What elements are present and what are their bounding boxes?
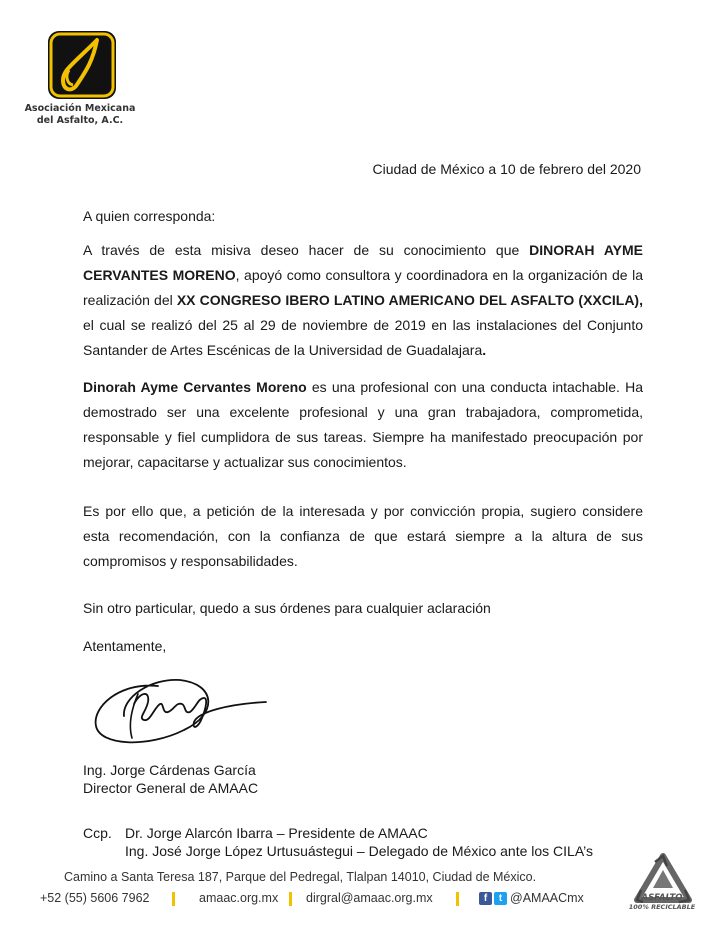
signer-block [83, 761, 258, 797]
facebook-icon[interactable]: f [479, 892, 492, 905]
amaac-logo [47, 30, 117, 100]
letter-date: Ciudad de México a 10 de febrero del 2020 [372, 161, 641, 177]
p2-text: es una profesional con una conducta intachable. Ha demostrado ser una excelente profesional y una gran trabajadora, comprometida, responsable y fiel cumplidora de sus tareas. Siempre ha manifestado preocupación por mejorar, capacitarse y actualizar sus conocimientos. [83, 379, 643, 470]
recycle-badge-text [624, 894, 700, 912]
social-handle[interactable]: @AMAACmx [510, 891, 584, 905]
footer-separator [172, 892, 175, 906]
paragraph-intro [83, 238, 643, 363]
footer-address: Camino a Santa Teresa 187, Parque del Pedregal, Tlalpan 14010, Ciudad de México. [64, 870, 537, 884]
ccp-recipient: Ing. José Jorge López Urtusuástegui – Delegado de México ante los CILA’s [125, 843, 593, 859]
twitter-icon[interactable]: t [494, 892, 507, 905]
badge-line2: 100% RECICLABLE [628, 903, 696, 911]
footer-separator [456, 892, 459, 906]
org-name-line1: Asociación Mexicana [24, 103, 136, 114]
signer-title: Director General de AMAAC [83, 780, 259, 796]
footer-website[interactable]: amaac.org.mx [199, 891, 279, 905]
p1-event-name: XX CONGRESO IBERO LATINO AMERICANO DEL ASFALTO (XXCILA), [176, 292, 643, 308]
badge-line1: ASFALTO [641, 893, 683, 903]
footer-phone[interactable]: +52 (55) 5606 7962 [40, 891, 150, 905]
ccp-recipients [125, 824, 593, 860]
org-name-line2: del Asfalto, A.C. [36, 115, 124, 126]
footer-email[interactable]: dirgral@amaac.org.mx [306, 891, 433, 905]
ccp-recipient: Dr. Jorge Alarcón Ibarra – Presidente de AMAAC [125, 825, 428, 841]
organization-name [24, 103, 136, 127]
salutation: A quien corresponda: [83, 208, 216, 224]
p1-text-1: A través de esta misiva deseo hacer de su conocimiento que [83, 242, 530, 258]
ccp-label: Ccp. [83, 825, 112, 841]
footer-separator [289, 892, 292, 906]
p1-candidate-name: DINORAH AYME CERVANTES MORENO [83, 242, 643, 283]
footer-social[interactable] [479, 891, 584, 905]
closing: Atentamente, [83, 638, 167, 654]
handwritten-signature [88, 668, 278, 763]
paragraph-qualities [83, 375, 643, 475]
paragraph-recommendation: Es por ello que, a petición de la interesada y por convicción propia, sugiero considere esta recomendación, con la confianza de que estará siempre a la altura de sus compromisos y responsabilidades. [83, 503, 643, 569]
p1-period: . [482, 342, 487, 358]
paragraph-closing: Sin otro particular, quedo a sus órdenes para cualquier aclaración [83, 600, 491, 616]
signer-name: Ing. Jorge Cárdenas García [83, 762, 256, 778]
p1-text-2: , apoyó como consultora y coordinadora en la organización de la realización del [83, 267, 643, 308]
p1-text-3: el cual se realizó del 25 al 29 de noviembre de 2019 en las instalaciones del Conjunto Santander de Artes Escénicas de la Universidad de Guadalajara [83, 317, 643, 358]
p2-candidate-name: Dinorah Ayme Cervantes Moreno [83, 379, 307, 395]
